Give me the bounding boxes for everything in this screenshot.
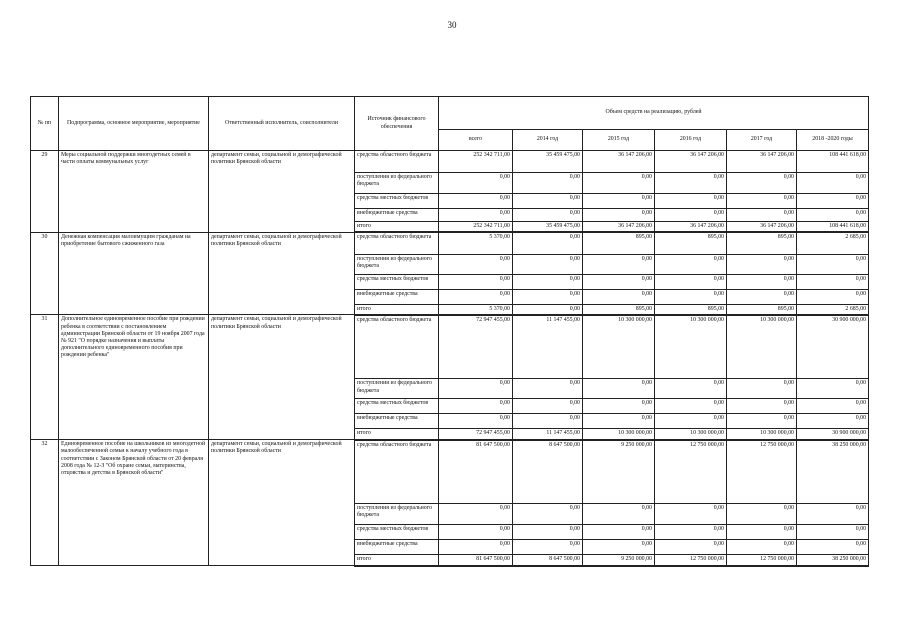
value-cell: 10 300 000,00 xyxy=(655,429,727,440)
value-cell: 72 947 455,00 xyxy=(439,315,513,379)
value-cell: 0,00 xyxy=(727,209,797,222)
header-year: всего xyxy=(439,130,513,151)
value-cell: 0,00 xyxy=(797,504,869,525)
value-cell: 0,00 xyxy=(727,274,797,289)
header-volume: Объем средств на реализацию, рублей xyxy=(439,97,869,130)
value-cell: 0,00 xyxy=(513,254,583,274)
value-cell: 0,00 xyxy=(727,504,797,525)
value-cell: 0,00 xyxy=(583,504,655,525)
value-cell: 0,00 xyxy=(727,194,797,209)
budget-table xyxy=(30,96,869,567)
value-cell: 0,00 xyxy=(797,173,869,194)
value-cell: 0,00 xyxy=(439,379,513,399)
value-cell: 0,00 xyxy=(583,414,655,429)
value-cell: 35 459 475,00 xyxy=(513,222,583,233)
executor-cell: департамент семьи, социальной и демографической политики Брянской области xyxy=(209,440,355,566)
source-cell: внебюджетные средства xyxy=(355,289,439,304)
value-cell: 252 342 711,00 xyxy=(439,222,513,233)
value-cell: 0,00 xyxy=(439,209,513,222)
value-cell: 0,00 xyxy=(513,304,583,315)
value-cell: 0,00 xyxy=(797,379,869,399)
value-cell: 0,00 xyxy=(513,525,583,540)
value-cell: 0,00 xyxy=(727,525,797,540)
value-cell: 0,00 xyxy=(727,379,797,399)
value-cell: 0,00 xyxy=(797,194,869,209)
source-cell: итого xyxy=(355,304,439,315)
source-cell: итого xyxy=(355,555,439,566)
value-cell: 38 250 000,00 xyxy=(797,555,869,566)
value-cell: 895,00 xyxy=(583,304,655,315)
value-cell: 30 900 000,00 xyxy=(797,429,869,440)
source-cell: поступления из федерального бюджета xyxy=(355,254,439,274)
value-cell: 81 647 500,00 xyxy=(439,440,513,504)
page-number: 30 xyxy=(447,20,457,30)
value-cell: 0,00 xyxy=(655,399,727,414)
value-cell: 0,00 xyxy=(583,289,655,304)
value-cell: 0,00 xyxy=(797,399,869,414)
value-cell: 0,00 xyxy=(727,414,797,429)
value-cell: 30 900 000,00 xyxy=(797,315,869,379)
value-cell: 0,00 xyxy=(583,525,655,540)
value-cell: 36 147 206,00 xyxy=(727,222,797,233)
value-cell: 0,00 xyxy=(513,209,583,222)
header-year: 2014 год xyxy=(513,130,583,151)
value-cell: 12 750 000,00 xyxy=(655,555,727,566)
value-cell: 895,00 xyxy=(655,304,727,315)
value-cell: 0,00 xyxy=(583,399,655,414)
program-cell: Меры социальной поддержки многодетных семей в части оплаты коммунальных услуг xyxy=(59,151,209,233)
source-cell: средства областного бюджета xyxy=(355,151,439,173)
value-cell: 0,00 xyxy=(797,254,869,274)
header-year: 2016 год xyxy=(655,130,727,151)
executor-cell: департамент семьи, социальной и демографической политики Брянской области xyxy=(209,315,355,440)
source-cell: средства областного бюджета xyxy=(355,440,439,504)
value-cell: 0,00 xyxy=(439,504,513,525)
value-cell: 0,00 xyxy=(439,540,513,555)
value-cell: 0,00 xyxy=(583,194,655,209)
value-cell: 0,00 xyxy=(727,540,797,555)
value-cell: 0,00 xyxy=(439,289,513,304)
value-cell: 11 147 455,00 xyxy=(513,315,583,379)
value-cell: 0,00 xyxy=(727,289,797,304)
value-cell: 35 459 475,00 xyxy=(513,151,583,173)
source-cell: поступления из федерального бюджета xyxy=(355,504,439,525)
program-cell: Денежная компенсация малоимущим гражданам на приобретение бытового сжиженного газа xyxy=(59,232,209,315)
value-cell: 0,00 xyxy=(439,274,513,289)
value-cell: 0,00 xyxy=(513,232,583,254)
value-cell: 895,00 xyxy=(655,232,727,254)
source-cell: средства местных бюджетов xyxy=(355,399,439,414)
value-cell: 0,00 xyxy=(583,274,655,289)
value-cell: 0,00 xyxy=(583,173,655,194)
value-cell: 0,00 xyxy=(439,525,513,540)
value-cell: 0,00 xyxy=(513,540,583,555)
value-cell: 0,00 xyxy=(439,194,513,209)
value-cell: 895,00 xyxy=(583,232,655,254)
source-cell: средства областного бюджета xyxy=(355,315,439,379)
executor-cell: департамент семьи, социальной и демографической политики Брянской области xyxy=(209,151,355,233)
source-cell: итого xyxy=(355,429,439,440)
value-cell: 0,00 xyxy=(797,274,869,289)
value-cell: 0,00 xyxy=(727,254,797,274)
header-year: 2018 -2020 годы xyxy=(797,130,869,151)
header-source: Источник финансового обеспечения xyxy=(355,97,439,151)
value-cell: 0,00 xyxy=(583,254,655,274)
value-cell: 2 685,00 xyxy=(797,304,869,315)
program-cell: Единовременное пособие на школьников из многодетной малообеспеченной семьи к началу учебного года в соответствии с Законом Брянской области от 20 февраля 2008 года № 12-З "Об охране семьи, материнства, отцовства и детства в Брянской области" xyxy=(59,440,209,566)
value-cell: 0,00 xyxy=(513,379,583,399)
row-number: 29 xyxy=(31,151,59,233)
value-cell: 8 647 500,00 xyxy=(513,440,583,504)
value-cell: 0,00 xyxy=(655,173,727,194)
value-cell: 0,00 xyxy=(513,504,583,525)
value-cell: 0,00 xyxy=(513,399,583,414)
value-cell: 36 147 206,00 xyxy=(583,222,655,233)
value-cell: 0,00 xyxy=(797,289,869,304)
header-executor: Ответственный исполнитель, соисполнители xyxy=(209,97,355,151)
value-cell: 0,00 xyxy=(583,540,655,555)
value-cell: 0,00 xyxy=(513,173,583,194)
table-row xyxy=(31,232,869,254)
value-cell: 8 647 500,00 xyxy=(513,555,583,566)
value-cell: 0,00 xyxy=(583,209,655,222)
header-num: № пп xyxy=(31,97,59,151)
source-cell: поступления из федерального бюджета xyxy=(355,379,439,399)
source-cell: средства областного бюджета xyxy=(355,232,439,254)
value-cell: 0,00 xyxy=(513,274,583,289)
value-cell: 252 342 711,00 xyxy=(439,151,513,173)
value-cell: 11 147 455,00 xyxy=(513,429,583,440)
table-row xyxy=(31,315,869,379)
value-cell: 0,00 xyxy=(655,194,727,209)
source-cell: средства местных бюджетов xyxy=(355,525,439,540)
value-cell: 0,00 xyxy=(513,194,583,209)
value-cell: 9 250 000,00 xyxy=(583,440,655,504)
value-cell: 36 147 206,00 xyxy=(655,151,727,173)
value-cell: 0,00 xyxy=(439,399,513,414)
source-cell: средства местных бюджетов xyxy=(355,274,439,289)
value-cell: 9 250 000,00 xyxy=(583,555,655,566)
value-cell: 5 370,00 xyxy=(439,232,513,254)
source-cell: внебюджетные средства xyxy=(355,540,439,555)
value-cell: 0,00 xyxy=(655,289,727,304)
value-cell: 10 300 000,00 xyxy=(727,429,797,440)
value-cell: 0,00 xyxy=(727,173,797,194)
value-cell: 10 300 000,00 xyxy=(583,429,655,440)
value-cell: 0,00 xyxy=(513,289,583,304)
value-cell: 12 750 000,00 xyxy=(655,440,727,504)
source-cell: поступления из федерального бюджета xyxy=(355,173,439,194)
source-cell: внебюджетные средства xyxy=(355,414,439,429)
header-program: Подпрограмма, основное мероприятие, мероприятие xyxy=(59,97,209,151)
value-cell: 72 947 455,00 xyxy=(439,429,513,440)
value-cell: 0,00 xyxy=(655,540,727,555)
value-cell: 36 147 206,00 xyxy=(655,222,727,233)
header-year: 2017 год xyxy=(727,130,797,151)
value-cell: 0,00 xyxy=(655,379,727,399)
value-cell: 38 250 000,00 xyxy=(797,440,869,504)
table-row xyxy=(31,151,869,173)
value-cell: 5 370,00 xyxy=(439,304,513,315)
value-cell: 12 750 000,00 xyxy=(727,440,797,504)
header-year: 2015 год xyxy=(583,130,655,151)
value-cell: 0,00 xyxy=(655,414,727,429)
value-cell: 81 647 500,00 xyxy=(439,555,513,566)
value-cell: 0,00 xyxy=(655,274,727,289)
value-cell: 895,00 xyxy=(727,232,797,254)
value-cell: 12 750 000,00 xyxy=(727,555,797,566)
table-body xyxy=(31,151,869,566)
row-number: 31 xyxy=(31,315,59,440)
value-cell: 0,00 xyxy=(655,209,727,222)
table-row xyxy=(31,440,869,504)
value-cell: 0,00 xyxy=(655,525,727,540)
value-cell: 36 147 206,00 xyxy=(583,151,655,173)
executor-cell: департамент семьи, социальной и демографической политики Брянской области xyxy=(209,232,355,315)
value-cell: 10 300 000,00 xyxy=(727,315,797,379)
value-cell: 0,00 xyxy=(727,399,797,414)
value-cell: 10 300 000,00 xyxy=(583,315,655,379)
value-cell: 0,00 xyxy=(797,540,869,555)
program-cell: Дополнительное единовременное пособие при рождении ребенка в соответствии с постановлением администрации Брянской области от 19 ноября 2007 года № 921 "О порядке назначения и выплаты дополнительного единовременного пособия при рождении ребенка" xyxy=(59,315,209,440)
value-cell: 36 147 206,00 xyxy=(727,151,797,173)
value-cell: 0,00 xyxy=(797,525,869,540)
value-cell: 0,00 xyxy=(583,379,655,399)
source-cell: итого xyxy=(355,222,439,233)
value-cell: 108 441 618,00 xyxy=(797,151,869,173)
value-cell: 108 441 618,00 xyxy=(797,222,869,233)
value-cell: 0,00 xyxy=(439,254,513,274)
row-number: 30 xyxy=(31,232,59,315)
source-cell: внебюджетные средства xyxy=(355,209,439,222)
value-cell: 0,00 xyxy=(439,173,513,194)
value-cell: 10 300 000,00 xyxy=(655,315,727,379)
value-cell: 895,00 xyxy=(727,304,797,315)
value-cell: 0,00 xyxy=(797,209,869,222)
value-cell: 0,00 xyxy=(655,504,727,525)
value-cell: 0,00 xyxy=(513,414,583,429)
value-cell: 2 685,00 xyxy=(797,232,869,254)
source-cell: средства местных бюджетов xyxy=(355,194,439,209)
row-number: 32 xyxy=(31,440,59,566)
value-cell: 0,00 xyxy=(655,254,727,274)
value-cell: 0,00 xyxy=(439,414,513,429)
value-cell: 0,00 xyxy=(797,414,869,429)
